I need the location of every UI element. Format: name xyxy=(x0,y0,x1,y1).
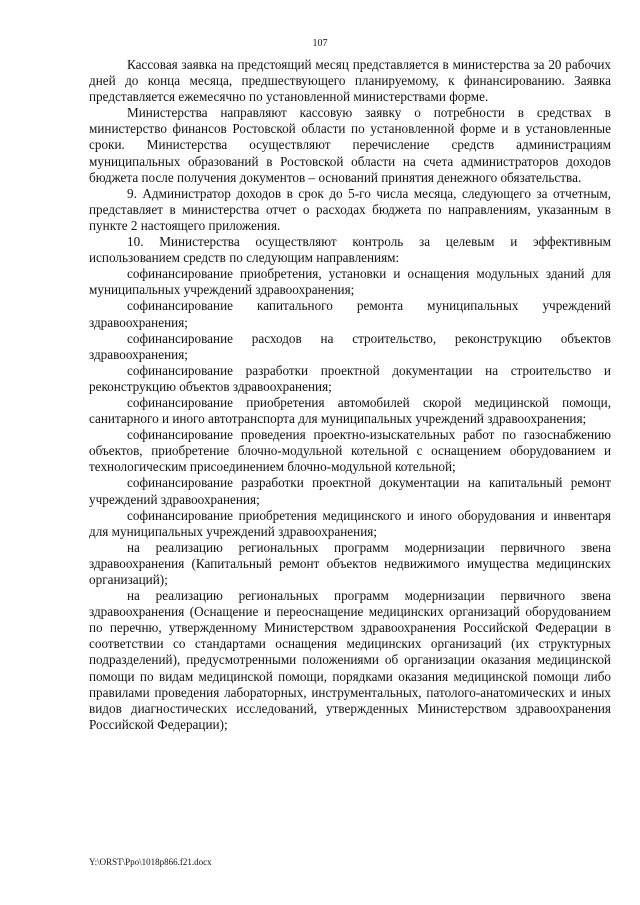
list-item-modernization-repair: на реализацию региональных программ модернизации первичного звена здравоохранения (Капитальный ремонт объектов недвижимого имущества медицинских организаций); xyxy=(89,539,611,587)
paragraph-item-9: 9. Администратор доходов в срок до 5-го числа месяца, следующего за отчетным, представляет в министерства отчет о расходах бюджета по направлениям, указанным в пункте 2 настоящего приложения. xyxy=(89,185,611,233)
list-item-gas-supply: софинансирование проведения проектно-изыскательных работ по газоснабжению объектов, приобретение блочно-модульной котельной с оснащением оборудованием и технологическим присоединением блочно-модульной котельной; xyxy=(89,427,611,475)
paragraph-cash-request: Кассовая заявка на предстоящий месяц представляется в министерства за 20 рабочих дней до конца месяца, предшествующего планируемому, к финансированию. Заявка представляется ежемесячно по установленной министерствами форме. xyxy=(89,57,611,105)
paragraph-item-10: 10. Министерства осуществляют контроль за целевым и эффективным использованием средств по следующим направлениям: xyxy=(89,234,611,266)
document-body xyxy=(89,57,611,733)
page-number: 107 xyxy=(312,38,328,49)
list-item-modular-buildings: софинансирование приобретения, установки и оснащения модульных зданий для муниципальных учреждений здравоохранения; xyxy=(89,266,611,298)
list-item-medical-equipment: софинансирование приобретения медицинского и иного оборудования и инвентаря для муниципальных учреждений здравоохранения; xyxy=(89,507,611,539)
list-item-repair-documentation: софинансирование разработки проектной документации на капитальный ремонт учреждений здравоохранения; xyxy=(89,475,611,507)
list-item-project-documentation: софинансирование разработки проектной документации на строительство и реконструкцию объектов здравоохранения; xyxy=(89,362,611,394)
paragraph-cash-request-direction: Министерства направляют кассовую заявку о потребности в средствах в министерство финансов Ростовской области по установленной форме и в установленные сроки. Министерства осуществляют перечисление средств администрациям муниципальных образований в Ростовской области на счета администраторов доходов бюджета после получения документов – оснований принятия денежного обязательства. xyxy=(89,105,611,185)
list-item-construction: софинансирование расходов на строительство, реконструкцию объектов здравоохранения; xyxy=(89,330,611,362)
list-item-modernization-equipment: на реализацию региональных программ модернизации первичного звена здравоохранения (Оснащение и переоснащение медицинских организаций оборудованием по перечню, утвержденному Министерством здравоохранения Российской Федерации в соответствии со стандартами оснащения медицинских организаций (их структурных подразделений), предусмотренными положениями об организации оказания медицинской помощи по видам медицинской помощи, порядками оказания медицинской помощи либо правилами проведения лабораторных, инструментальных, патолого-анатомических и иных видов диагностических исследований, утвержденных Министерством здравоохранения Российской Федерации); xyxy=(89,588,611,732)
list-item-ambulances: софинансирование приобретения автомобилей скорой медицинской помощи, санитарного и иного автотранспорта для муниципальных учреждений здравоохранения; xyxy=(89,394,611,427)
list-item-capital-repair: софинансирование капитального ремонта муниципальных учреждений здравоохранения; xyxy=(89,298,611,330)
file-path-footer: Y:\ORST\Ppo\1018p866.f21.docx xyxy=(89,857,212,867)
